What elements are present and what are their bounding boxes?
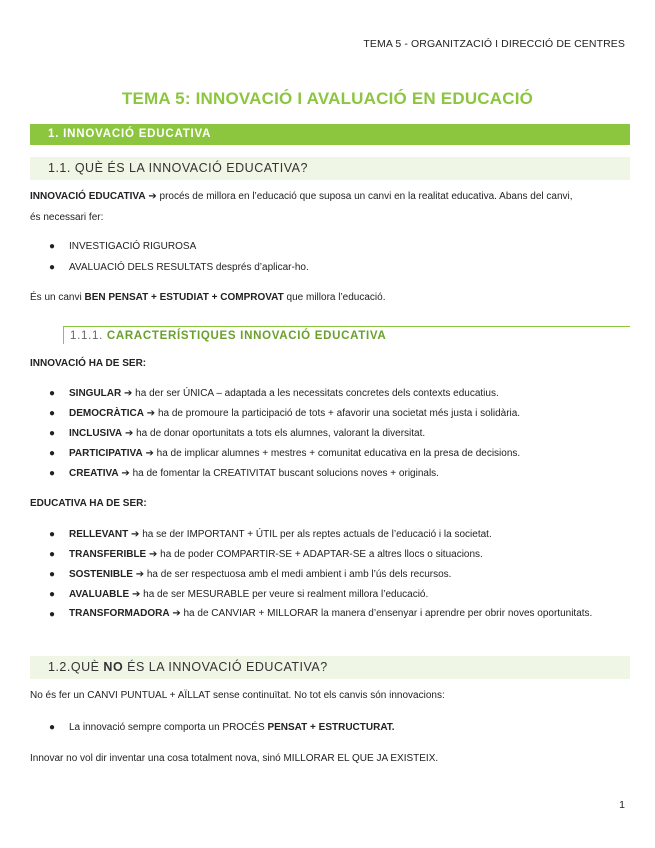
list-item-text: AVALUABLE ➔ ha de ser MESURABLE per veure si realment millora l’educació. [69, 589, 429, 600]
list-item-text: INVESTIGACIÓ RIGUROSA [69, 241, 197, 252]
list-item-text: La innovació sempre comporta un PROCÉS PENSAT + ESTRUCTURAT. [69, 722, 395, 733]
list-item-text: INCLUSIVA ➔ ha de donar oportunitats a tots els alumnes, valorant la diversitat. [69, 428, 426, 439]
list-item-text: TRANSFERIBLE ➔ ha de poder COMPARTIR-SE + ADAPTAR-SE a altres llocs o situacions. [69, 549, 483, 560]
arrow-icon: ➔ [172, 608, 181, 619]
bullet-icon: ● [49, 569, 56, 580]
arrow-icon: ➔ [131, 529, 140, 540]
bullet-icon: ● [49, 529, 56, 540]
list-item-text: TRANSFORMADORA ➔ ha de CANVIAR + MILLORAR la manera d’ensenyar i aprendre per obrir noves oportunitats. [69, 608, 593, 619]
summary-post: que millora l’educació. [283, 292, 386, 303]
summary-paragraph [30, 287, 627, 308]
bullet-icon: ● [49, 408, 56, 419]
section-heading-1-1-1 [63, 326, 630, 344]
list-item-text: SOSTENIBLE ➔ ha de ser respectuosa amb el medi ambient i amb l’ús dels recursos. [69, 569, 452, 580]
final-paragraph: Innovar no vol dir inventar una cosa totalment nova, sinó MILLORAR EL QUE JA EXISTEIX. [30, 753, 439, 764]
summary-pre: És un canvi [30, 292, 85, 303]
arrow-icon: ➔ [135, 569, 145, 580]
bullet-icon: ● [49, 262, 56, 273]
arrow-icon: ➔ [124, 428, 134, 439]
bullet-icon: ● [49, 549, 56, 560]
list-item-text: DEMOCRÀTICA ➔ ha de promoure la participació de tots + afavorir una societat més justa i solidària. [69, 408, 521, 419]
intro-text-2: és necessari fer: [30, 212, 104, 223]
summary-bold: BEN PENSAT + ESTUDIAT + COMPROVAT [84, 292, 284, 303]
section-heading-1-2: 1.2.QUÈ NO ÉS LA INNOVACIÓ EDUCATIVA? [30, 656, 630, 679]
arrow-icon: ➔ [145, 448, 154, 459]
heading-text: CARACTERÍSTIQUES INNOVACIÓ EDUCATIVA [106, 330, 387, 342]
arrow-icon: ➔ [148, 191, 157, 202]
label-innovacio: INNOVACIÓ HA DE SER: [30, 358, 147, 369]
bullet-icon: ● [49, 241, 56, 252]
section-heading-1: 1. INNOVACIÓ EDUCATIVA [30, 124, 630, 145]
list-item-text: RELLEVANT ➔ ha se der IMPORTANT + ÚTIL per als reptes actuals de l’educació i la societat. [69, 529, 492, 540]
arrow-icon: ➔ [121, 468, 130, 479]
bullet-icon: ● [49, 722, 56, 733]
bullet-icon: ● [49, 589, 56, 600]
document-title: TEMA 5: INNOVACIÓ I AVALUACIÓ EN EDUCACIÓ [121, 89, 534, 108]
section-heading-1-1: 1.1. QUÈ ÉS LA INNOVACIÓ EDUCATIVA? [30, 157, 630, 180]
list-item-text: SINGULAR ➔ ha der ser ÚNICA – adaptada a les necessitats concretes dels contexts educatius. [69, 388, 499, 399]
arrow-icon: ➔ [146, 408, 156, 419]
bullet-icon: ● [49, 468, 56, 479]
page-header: TEMA 5 - ORGANITZACIÓ I DIRECCIÓ DE CENTRES [363, 38, 625, 50]
intro-text-1: procés de millora en l’educació que suposa un canvi en la realitat educativa. Abans del canvi, [156, 191, 573, 202]
arrow-icon: ➔ [131, 589, 141, 600]
list-item-text: AVALUACIÓ DELS RESULTATS després d’aplicar-ho. [69, 262, 309, 273]
intro-bold: INNOVACIÓ EDUCATIVA [30, 191, 146, 202]
arrow-icon: ➔ [149, 549, 158, 560]
bullet-icon: ● [49, 388, 56, 399]
arrow-icon: ➔ [124, 388, 133, 399]
list-item-text: CREATIVA ➔ ha de fomentar la CREATIVITAT buscant solucions noves + originals. [69, 468, 439, 479]
page-number: 1 [619, 799, 625, 811]
label-educativa: EDUCATIVA HA DE SER: [30, 498, 147, 509]
intro-paragraph [30, 186, 627, 228]
bullet-icon: ● [49, 609, 56, 620]
heading-number: 1.1.1. [70, 330, 103, 342]
bullet-icon: ● [49, 448, 56, 459]
bullet-icon: ● [49, 428, 56, 439]
no-paragraph: No és fer un CANVI PUNTUAL + AÏLLAT sense continuïtat. No tot els canvis són innovacions: [30, 690, 445, 701]
list-item-text: PARTICIPATIVA ➔ ha de implicar alumnes + mestres + comunitat educativa en la presa de decisions. [69, 448, 521, 459]
